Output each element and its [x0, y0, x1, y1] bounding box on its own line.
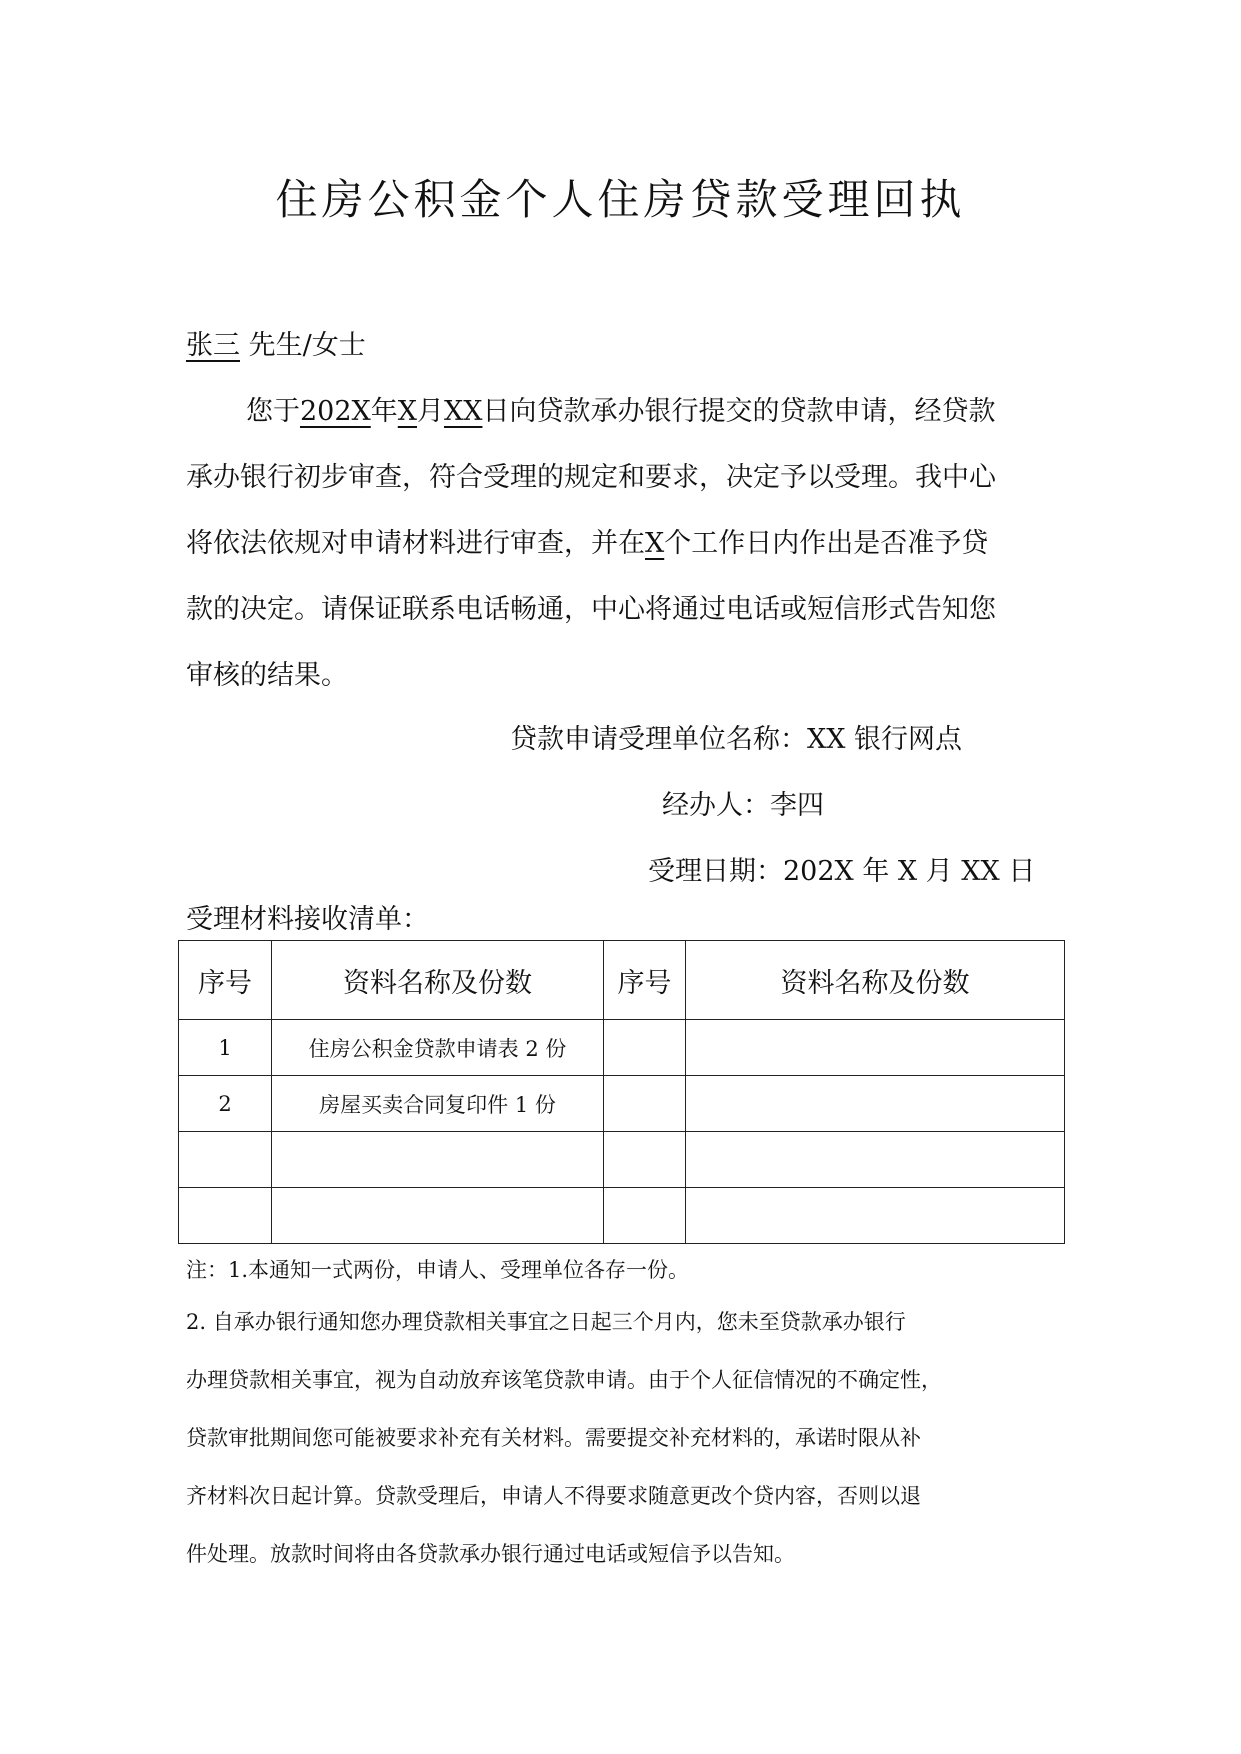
materials-table	[178, 940, 1065, 1244]
note-2-line-5: 件处理。放款时间将由各贷款承办银行通过电话或短信予以告知。	[186, 1542, 795, 1566]
body-line-1: 您于202X年X月XX日向贷款承办银行提交的贷款申请，经贷款	[246, 396, 996, 427]
note-2-line-1: 2. 自承办银行通知您办理贷款相关事宜之日起三个月内，您未至贷款承办银行	[186, 1310, 906, 1334]
table-row	[179, 1076, 1065, 1132]
body-line-5: 审核的结果。	[186, 660, 348, 691]
table-cell: 住房公积金贷款申请表 2 份	[272, 1020, 604, 1076]
table-cell	[604, 1188, 686, 1244]
header-serial-1: 序号	[179, 941, 272, 1020]
table-header-row	[179, 941, 1065, 1020]
note-2-line-4: 齐材料次日起计算。贷款受理后，申请人不得要求随意更改个贷内容，否则以退	[186, 1484, 921, 1508]
table-cell	[272, 1188, 604, 1244]
table-cell	[604, 1076, 686, 1132]
header-material-2: 资料名称及份数	[686, 941, 1065, 1020]
table-cell	[179, 1132, 272, 1188]
table-cell	[604, 1132, 686, 1188]
table-cell	[604, 1020, 686, 1076]
acceptance-date: 受理日期：202X 年 X 月 XX 日	[648, 856, 1036, 887]
table-cell: 房屋买卖合同复印件 1 份	[272, 1076, 604, 1132]
note-2-line-3: 贷款审批期间您可能被要求补充有关材料。需要提交补充材料的，承诺时限从补	[186, 1426, 921, 1450]
review-workdays: X	[645, 528, 665, 559]
body-line-3: 将依法依规对申请材料进行审查，并在X个工作日内作出是否准予贷	[186, 528, 989, 559]
table-row	[179, 1020, 1065, 1076]
handler: 经办人：李四	[662, 790, 824, 821]
table-cell	[179, 1188, 272, 1244]
table-cell: 2	[179, 1076, 272, 1132]
applicant-name: 张三	[186, 330, 240, 361]
table-cell: 1	[179, 1020, 272, 1076]
table-cell	[272, 1132, 604, 1188]
submit-year: 202X	[300, 396, 371, 427]
document-title: 住房公积金个人住房贷款受理回执	[275, 175, 966, 224]
header-material-1: 资料名称及份数	[272, 941, 604, 1020]
table-cell	[686, 1132, 1065, 1188]
submit-day: XX	[444, 396, 483, 427]
note-2-line-2: 办理贷款相关事宜，视为自动放弃该笔贷款申请。由于个人征信情况的不确定性，	[186, 1368, 942, 1392]
salutation-suffix: 先生/女士	[248, 330, 366, 361]
accepting-unit: 贷款申请受理单位名称：XX 银行网点	[510, 724, 963, 755]
body-line-4: 款的决定。请保证联系电话畅通，中心将通过电话或短信形式告知您	[186, 594, 996, 625]
salutation	[186, 326, 366, 366]
table-row	[179, 1188, 1065, 1244]
header-serial-2: 序号	[604, 941, 686, 1020]
note-1: 注：1.本通知一式两份，申请人、受理单位各存一份。	[186, 1258, 690, 1282]
table-cell	[686, 1020, 1065, 1076]
table-cell	[686, 1076, 1065, 1132]
materials-list-title: 受理材料接收清单：	[186, 904, 429, 935]
table-row	[179, 1132, 1065, 1188]
table-cell	[686, 1188, 1065, 1244]
submit-month: X	[397, 396, 417, 427]
body-line-2: 承办银行初步审查，符合受理的规定和要求，决定予以受理。我中心	[186, 462, 996, 493]
